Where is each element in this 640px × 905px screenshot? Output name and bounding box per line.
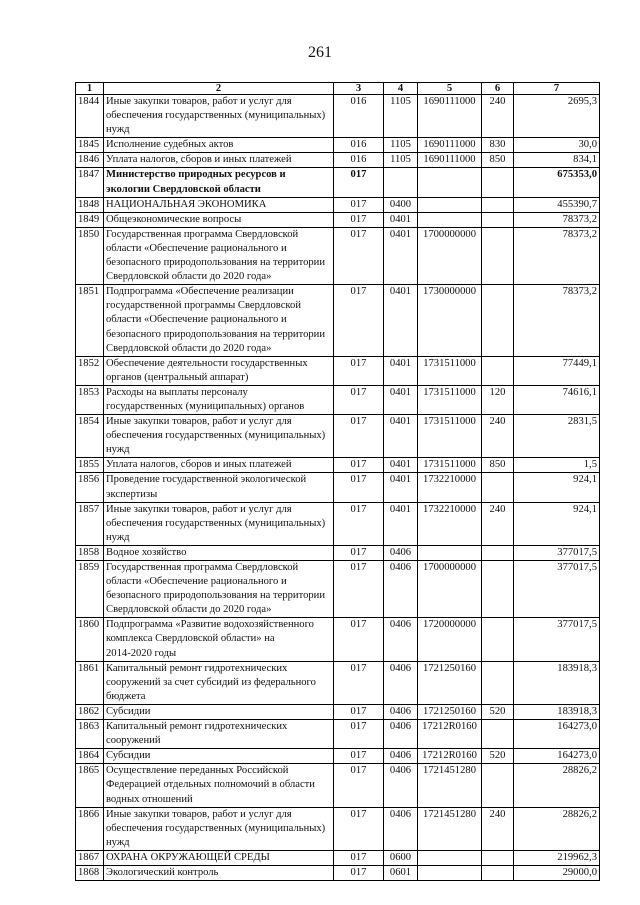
row-ministry-code: 017	[334, 168, 384, 197]
row-expense-type	[482, 168, 514, 197]
row-number: 1853	[76, 385, 104, 414]
row-expense-type	[482, 227, 514, 284]
row-name: Исполнение судебных актов	[104, 138, 334, 153]
table-row	[76, 168, 600, 197]
row-section-code: 0401	[384, 212, 418, 227]
row-target-code	[418, 168, 482, 197]
table-row	[76, 385, 600, 414]
row-expense-type: 240	[482, 95, 514, 138]
row-amount: 183918,3	[514, 704, 600, 719]
row-amount: 1,5	[514, 458, 600, 473]
row-name: Уплата налогов, сборов и иных платежей	[104, 153, 334, 168]
row-amount: 28826,2	[514, 807, 600, 850]
row-number: 1855	[76, 458, 104, 473]
row-expense-type: 240	[482, 415, 514, 458]
row-ministry-code: 017	[334, 473, 384, 502]
row-name: Обеспечение деятельности государственных органов (центральный аппарат)	[104, 356, 334, 385]
row-name: Субсидии	[104, 749, 334, 764]
row-section-code: 1105	[384, 95, 418, 138]
header-row	[76, 83, 600, 95]
row-name: Общеэкономические вопросы	[104, 212, 334, 227]
row-name: Подпрограмма «Обеспечение реализации государственной программы Свердловской области «Обеспечение рационального и безопасного природопользования на территории Свердловской области до 2020 года»	[104, 285, 334, 356]
row-number: 1856	[76, 473, 104, 502]
row-amount: 377017,5	[514, 545, 600, 560]
row-ministry-code: 017	[334, 661, 384, 704]
table-body	[76, 95, 600, 881]
table-row	[76, 95, 600, 138]
table-row	[76, 661, 600, 704]
row-name: Иные закупки товаров, работ и услуг для обеспечения государственных (муниципальных) нужд	[104, 502, 334, 545]
row-expense-type: 520	[482, 749, 514, 764]
table-row	[76, 153, 600, 168]
row-section-code: 0400	[384, 197, 418, 212]
row-amount: 2831,5	[514, 415, 600, 458]
table-row	[76, 415, 600, 458]
row-target-code: 1731511000	[418, 458, 482, 473]
row-name: Капитальный ремонт гидротехнических сооружений за счет субсидий из федерального бюджета	[104, 661, 334, 704]
row-ministry-code: 017	[334, 545, 384, 560]
table-row	[76, 749, 600, 764]
budget-table	[75, 82, 600, 881]
row-target-code: 1731511000	[418, 356, 482, 385]
row-number: 1849	[76, 212, 104, 227]
row-amount: 2695,3	[514, 95, 600, 138]
row-name: НАЦИОНАЛЬНАЯ ЭКОНОМИКА	[104, 197, 334, 212]
row-number: 1860	[76, 618, 104, 661]
row-expense-type: 520	[482, 704, 514, 719]
row-number: 1866	[76, 807, 104, 850]
row-ministry-code: 017	[334, 212, 384, 227]
row-amount: 219962,3	[514, 850, 600, 865]
row-ministry-code: 017	[334, 502, 384, 545]
row-name: Государственная программа Свердловской области «Обеспечение рационального и безопасного природопользования на территории Свердловской области до 2020 года»	[104, 227, 334, 284]
table-row	[76, 850, 600, 865]
row-number: 1848	[76, 197, 104, 212]
table-row	[76, 138, 600, 153]
row-number: 1852	[76, 356, 104, 385]
row-expense-type	[482, 865, 514, 880]
row-number: 1854	[76, 415, 104, 458]
row-section-code: 0406	[384, 561, 418, 618]
row-section-code: 0601	[384, 865, 418, 880]
row-section-code: 0401	[384, 227, 418, 284]
row-amount: 377017,5	[514, 618, 600, 661]
row-amount: 164273,0	[514, 749, 600, 764]
row-ministry-code: 017	[334, 807, 384, 850]
row-amount: 455390,7	[514, 197, 600, 212]
table-row	[76, 212, 600, 227]
row-expense-type	[482, 545, 514, 560]
row-ministry-code: 016	[334, 138, 384, 153]
row-name: Расходы на выплаты персоналу государственных (муниципальных) органов	[104, 385, 334, 414]
row-number: 1857	[76, 502, 104, 545]
row-target-code: 1732210000	[418, 473, 482, 502]
row-number: 1850	[76, 227, 104, 284]
page-number: 261	[308, 44, 332, 61]
row-number: 1862	[76, 704, 104, 719]
row-name: Проведение государственной экологической экспертизы	[104, 473, 334, 502]
row-ministry-code: 017	[334, 285, 384, 356]
table-row	[76, 502, 600, 545]
row-ministry-code: 017	[334, 197, 384, 212]
row-ministry-code: 017	[334, 749, 384, 764]
table-row	[76, 807, 600, 850]
row-amount: 28826,2	[514, 764, 600, 807]
row-number: 1844	[76, 95, 104, 138]
column-header-1: 1	[76, 83, 104, 95]
table-row	[76, 561, 600, 618]
row-expense-type: 240	[482, 807, 514, 850]
row-number: 1864	[76, 749, 104, 764]
table-row	[76, 285, 600, 356]
row-amount: 164273,0	[514, 720, 600, 749]
row-number: 1851	[76, 285, 104, 356]
row-target-code: 1690111000	[418, 153, 482, 168]
row-section-code: 0406	[384, 661, 418, 704]
row-section-code: 0406	[384, 807, 418, 850]
row-ministry-code: 017	[334, 704, 384, 719]
row-amount: 924,1	[514, 473, 600, 502]
column-header-6: 6	[482, 83, 514, 95]
row-target-code: 1731511000	[418, 385, 482, 414]
row-number: 1868	[76, 865, 104, 880]
row-expense-type	[482, 212, 514, 227]
row-target-code: 17212R0160	[418, 749, 482, 764]
row-expense-type	[482, 661, 514, 704]
row-target-code: 1690111000	[418, 95, 482, 138]
column-header-5: 5	[418, 83, 482, 95]
row-expense-type	[482, 197, 514, 212]
row-section-code: 0406	[384, 749, 418, 764]
row-number: 1858	[76, 545, 104, 560]
row-amount: 675353,0	[514, 168, 600, 197]
row-number: 1847	[76, 168, 104, 197]
row-target-code	[418, 212, 482, 227]
column-header-3: 3	[334, 83, 384, 95]
row-ministry-code: 017	[334, 561, 384, 618]
row-amount: 377017,5	[514, 561, 600, 618]
row-section-code: 1105	[384, 138, 418, 153]
row-amount: 29000,0	[514, 865, 600, 880]
row-target-code: 1730000000	[418, 285, 482, 356]
table-row	[76, 227, 600, 284]
row-name: Осуществление переданных Российской Федерацией отдельных полномочий в области водных отношений	[104, 764, 334, 807]
row-name: Министерство природных ресурсов и экологии Свердловской области	[104, 168, 334, 197]
row-name: Государственная программа Свердловской области «Обеспечение рационального и безопасного природопользования на территории Свердловской области до 2020 года»	[104, 561, 334, 618]
row-ministry-code: 017	[334, 720, 384, 749]
row-target-code: 1690111000	[418, 138, 482, 153]
table-row	[76, 618, 600, 661]
row-ministry-code: 017	[334, 865, 384, 880]
table-row	[76, 764, 600, 807]
row-number: 1861	[76, 661, 104, 704]
row-name: Иные закупки товаров, работ и услуг для обеспечения государственных (муниципальных) нужд	[104, 807, 334, 850]
row-name: Капитальный ремонт гидротехнических сооружений	[104, 720, 334, 749]
row-expense-type	[482, 764, 514, 807]
row-target-code: 17212R0160	[418, 720, 482, 749]
row-amount: 74616,1	[514, 385, 600, 414]
row-expense-type: 120	[482, 385, 514, 414]
row-target-code: 1721451280	[418, 807, 482, 850]
row-section-code: 0600	[384, 850, 418, 865]
column-header-7: 7	[514, 83, 600, 95]
table-row	[76, 704, 600, 719]
column-header-4: 4	[384, 83, 418, 95]
row-amount: 834,1	[514, 153, 600, 168]
row-name: Уплата налогов, сборов и иных платежей	[104, 458, 334, 473]
row-ministry-code: 017	[334, 764, 384, 807]
row-ministry-code: 016	[334, 153, 384, 168]
row-section-code: 0406	[384, 764, 418, 807]
row-target-code: 1732210000	[418, 502, 482, 545]
row-section-code: 0406	[384, 618, 418, 661]
row-amount: 78373,2	[514, 285, 600, 356]
row-target-code	[418, 197, 482, 212]
row-ministry-code: 017	[334, 618, 384, 661]
row-section-code: 0401	[384, 502, 418, 545]
row-section-code: 0406	[384, 704, 418, 719]
row-section-code: 0401	[384, 415, 418, 458]
row-expense-type	[482, 720, 514, 749]
row-name: Субсидии	[104, 704, 334, 719]
row-section-code: 0401	[384, 385, 418, 414]
row-target-code: 1721250160	[418, 661, 482, 704]
row-number: 1859	[76, 561, 104, 618]
table-row	[76, 197, 600, 212]
row-number: 1867	[76, 850, 104, 865]
column-header-2: 2	[104, 83, 334, 95]
row-amount: 924,1	[514, 502, 600, 545]
row-target-code: 1721250160	[418, 704, 482, 719]
row-section-code: 0401	[384, 458, 418, 473]
row-expense-type: 240	[482, 502, 514, 545]
row-name: Экологический контроль	[104, 865, 334, 880]
row-ministry-code: 017	[334, 415, 384, 458]
row-expense-type	[482, 285, 514, 356]
row-amount: 183918,3	[514, 661, 600, 704]
row-section-code: 1105	[384, 153, 418, 168]
row-expense-type: 850	[482, 458, 514, 473]
row-name: Иные закупки товаров, работ и услуг для обеспечения государственных (муниципальных) нужд	[104, 95, 334, 138]
row-expense-type	[482, 561, 514, 618]
row-number: 1865	[76, 764, 104, 807]
row-number: 1845	[76, 138, 104, 153]
row-name: Водное хозяйство	[104, 545, 334, 560]
table-row	[76, 473, 600, 502]
row-target-code: 1731511000	[418, 415, 482, 458]
row-target-code: 1700000000	[418, 227, 482, 284]
row-section-code: 0406	[384, 720, 418, 749]
row-target-code: 1700000000	[418, 561, 482, 618]
row-expense-type	[482, 473, 514, 502]
row-section-code: 0406	[384, 545, 418, 560]
row-ministry-code: 017	[334, 458, 384, 473]
row-section-code: 0401	[384, 285, 418, 356]
table-row	[76, 356, 600, 385]
row-expense-type	[482, 618, 514, 661]
row-ministry-code: 017	[334, 356, 384, 385]
row-expense-type	[482, 356, 514, 385]
row-amount: 78373,2	[514, 212, 600, 227]
row-target-code	[418, 850, 482, 865]
table-row	[76, 545, 600, 560]
row-amount: 77449,1	[514, 356, 600, 385]
row-target-code: 1721451280	[418, 764, 482, 807]
row-amount: 30,0	[514, 138, 600, 153]
row-target-code	[418, 545, 482, 560]
row-name: Иные закупки товаров, работ и услуг для обеспечения государственных (муниципальных) нужд	[104, 415, 334, 458]
row-expense-type: 850	[482, 153, 514, 168]
row-target-code: 1720000000	[418, 618, 482, 661]
row-number: 1846	[76, 153, 104, 168]
row-section-code: 0401	[384, 473, 418, 502]
row-expense-type	[482, 850, 514, 865]
table-row	[76, 720, 600, 749]
row-section-code	[384, 168, 418, 197]
row-ministry-code: 016	[334, 95, 384, 138]
row-ministry-code: 017	[334, 850, 384, 865]
row-ministry-code: 017	[334, 227, 384, 284]
row-name: Подпрограмма «Развитие водохозяйственного комплекса Свердловской области» на 2014-2020 годы	[104, 618, 334, 661]
row-amount: 78373,2	[514, 227, 600, 284]
row-name: ОХРАНА ОКРУЖАЮЩЕЙ СРЕДЫ	[104, 850, 334, 865]
row-expense-type: 830	[482, 138, 514, 153]
table-row	[76, 865, 600, 880]
row-target-code	[418, 865, 482, 880]
row-section-code: 0401	[384, 356, 418, 385]
row-number: 1863	[76, 720, 104, 749]
table-row	[76, 458, 600, 473]
row-ministry-code: 017	[334, 385, 384, 414]
